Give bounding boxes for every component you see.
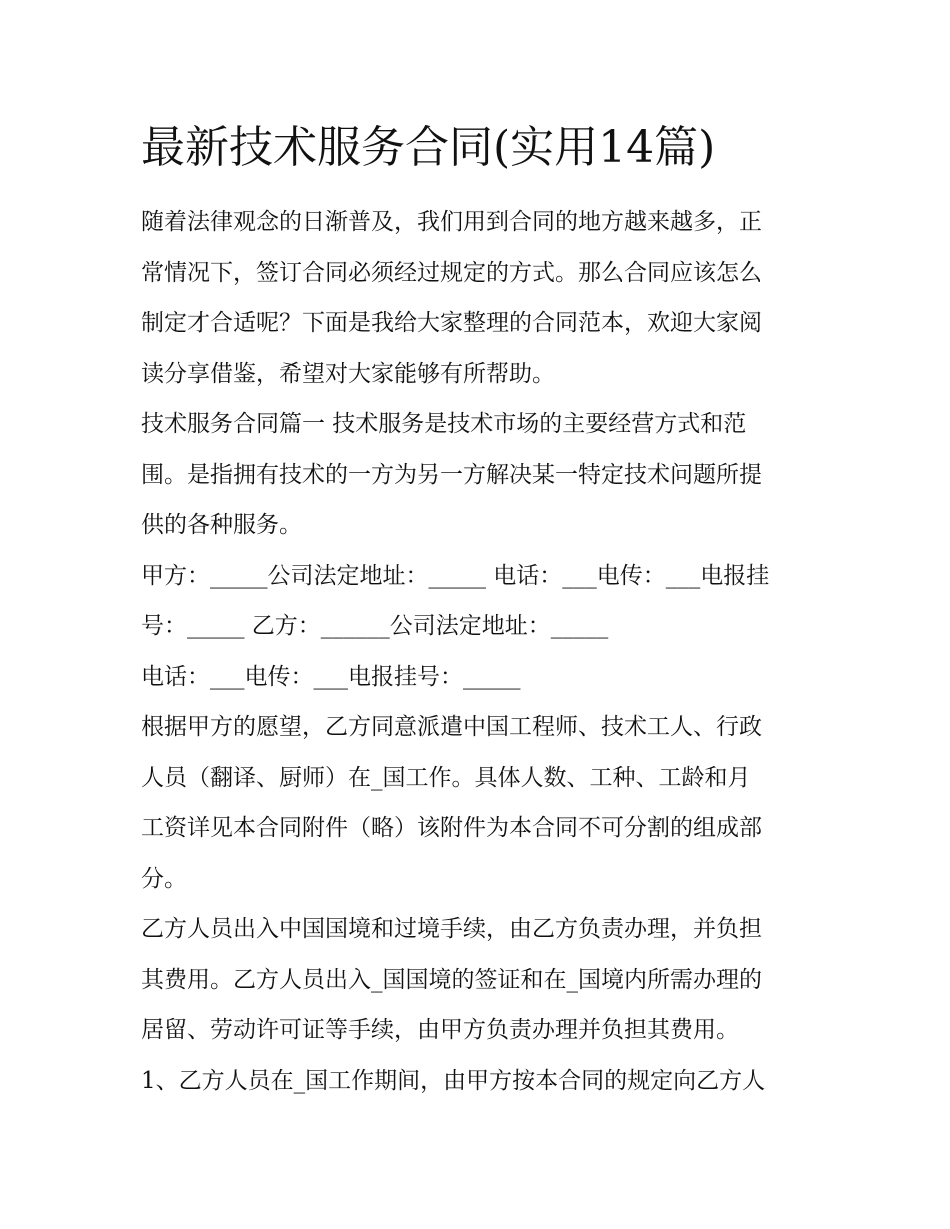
text-line: 随着法律观念的日渐普及，我们用到合同的地方越来越多，正 [141,209,762,235]
text-line: 制定才合适呢？下面是我给大家整理的合同范本，欢迎大家阅 [141,310,762,336]
text-line: 常情况下，签订合同必须经过规定的方式。那么合同应该怎么 [141,259,762,286]
text-line: 号：_____ 乙方：______公司法定地址：_____ [141,613,609,639]
document-body [141,197,813,1106]
paragraph-border-procedures [141,904,813,1056]
text-line: 供的各种服务。 [141,512,302,538]
text-line: 1、乙方人员在_国工作期间，由甲方按本合同的规定向乙方人 [141,1067,766,1094]
paragraph-contact [141,652,813,703]
text-line: 根据甲方的愿望，乙方同意派遣中国工程师、技术工人、行政 [141,714,762,740]
paragraph-clause-1 [141,1056,813,1107]
text-line: 甲方：_____公司法定地址：_____ 电话：___电传：___电报挂 [141,562,770,589]
paragraph-contract-intro [141,399,813,551]
text-line: 围。是指拥有技术的一方为另一方解决某一特定技术问题所提 [141,461,762,488]
text-line: 居留、劳动许可证等手续，由甲方负责办理并负担其费用。 [141,1017,739,1043]
document-title: 最新技术服务合同(实用14篇) [141,122,716,173]
text-line: 其费用。乙方人员出入_国国境的签证和在_国境内所需办理的 [141,966,762,993]
text-line: 分。 [141,865,187,892]
text-line: 读分享借鉴，希望对大家能够有所帮助。 [141,360,555,387]
paragraph-intro [141,197,813,399]
paragraph-parties [141,551,813,652]
text-line: 工资详见本合同附件（略）该附件为本合同不可分割的组成部 [141,815,762,841]
text-line: 电话：___电传：___电报挂号：_____ [141,663,521,690]
text-line: 人员（翻译、厨师）在_国工作。具体人数、工种、工龄和月 [141,764,751,791]
text-line: 乙方人员出入中国国境和过境手续，由乙方负责办理，并负担 [141,916,762,942]
text-line: 技术服务合同篇一 技术服务是技术市场的主要经营方式和范 [141,411,747,437]
paragraph-dispatch [141,702,813,904]
